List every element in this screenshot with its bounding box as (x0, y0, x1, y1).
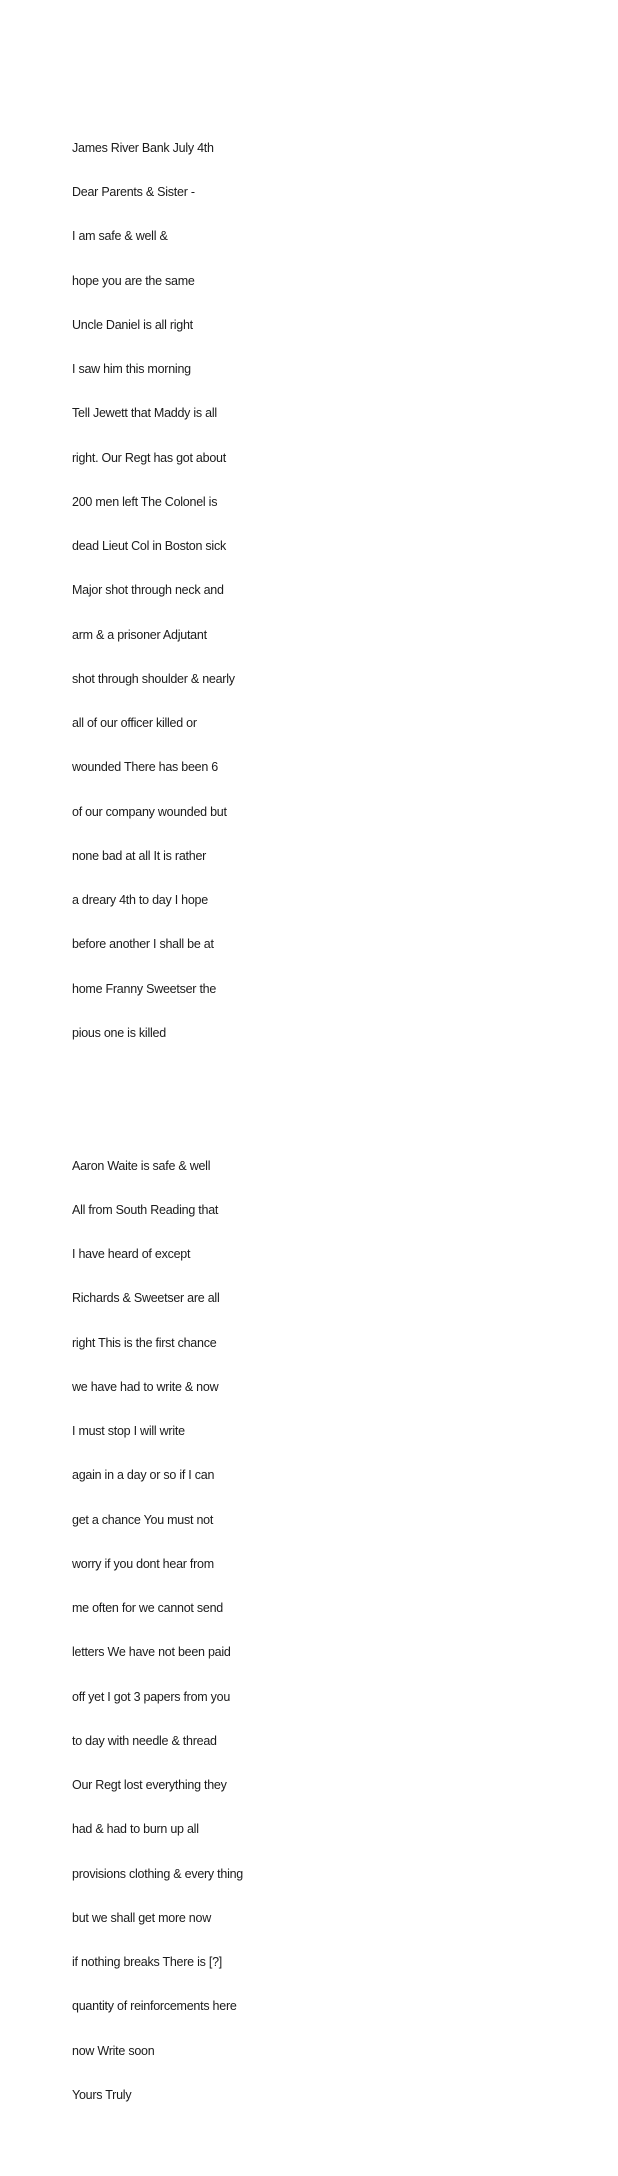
letter-line: I am safe & well & (72, 229, 168, 244)
letter-line: get a chance You must not (72, 1512, 214, 1527)
letter-line: Richards & Sweetser are all (72, 1291, 220, 1306)
letter-line: Aaron Waite is safe & well (72, 1158, 211, 1173)
letter-line: again in a day or so if I can (72, 1468, 215, 1483)
letter-line: shot through shoulder & nearly (72, 671, 235, 686)
letter-line: me often for we cannot send (72, 1601, 223, 1615)
letter-paragraph-1 (72, 111, 243, 1070)
letter-line: home Franny Sweetser the (72, 981, 217, 996)
letter-line: provisions clothing & every thing (72, 1866, 244, 1881)
letter-line: I have heard of except (72, 1247, 191, 1261)
letter-line: none bad at all It is rather (72, 848, 207, 863)
letter-line: arm & a prisoner Adjutant (72, 627, 207, 642)
letter-line: but we shall get more now (72, 1910, 211, 1925)
letter-line: I saw him this morning (72, 362, 191, 376)
letter-line: right This is the first chance (72, 1335, 217, 1350)
letter-line: All from South Reading that (72, 1202, 219, 1217)
letter-line: letters We have not been paid (72, 1645, 231, 1660)
letter-line: off yet I got 3 papers from you (72, 1689, 231, 1704)
letter-line: all of our officer killed or (72, 716, 197, 730)
letter-line: I must stop I will write (72, 1424, 185, 1438)
letter-line: a dreary 4th to day I hope (72, 893, 208, 907)
letter-line: Major shot through neck and (72, 583, 224, 598)
letter-line: Dear Parents & Sister - (72, 185, 195, 199)
letter-line: pious one is killed (72, 1025, 166, 1040)
letter-transcription (72, 67, 243, 2176)
letter-line: Uncle Daniel is all right (72, 317, 193, 332)
letter-line: quantity of reinforcements here (72, 1999, 237, 2014)
letter-line: to day with needle & thread (72, 1733, 217, 1748)
letter-line: dead Lieut Col in Boston sick (72, 539, 226, 553)
letter-line: had & had to burn up all (72, 1822, 199, 1837)
letter-line: worry if you dont hear from (72, 1556, 214, 1571)
letter-line: 200 men left The Colonel is (72, 494, 218, 509)
letter-line: we have had to write & now (72, 1379, 219, 1394)
letter-line: Tell Jewett that Maddy is all (72, 406, 217, 421)
letter-line: before another I shall be at (72, 937, 214, 952)
letter-line: hope you are the same (72, 273, 195, 288)
letter-line: Yours Truly (72, 2087, 132, 2102)
letter-line: if nothing breaks There is [?] (72, 1955, 222, 1969)
letter-line: right. Our Regt has got about (72, 450, 226, 465)
letter-paragraph-2 (72, 1129, 243, 2132)
letter-line: James River Bank July 4th (72, 140, 214, 155)
letter-line: now Write soon (72, 2043, 155, 2058)
letter-line: wounded There has been 6 (72, 760, 218, 775)
letter-line: Our Regt lost everything they (72, 1778, 227, 1792)
letter-line: of our company wounded but (72, 804, 227, 819)
